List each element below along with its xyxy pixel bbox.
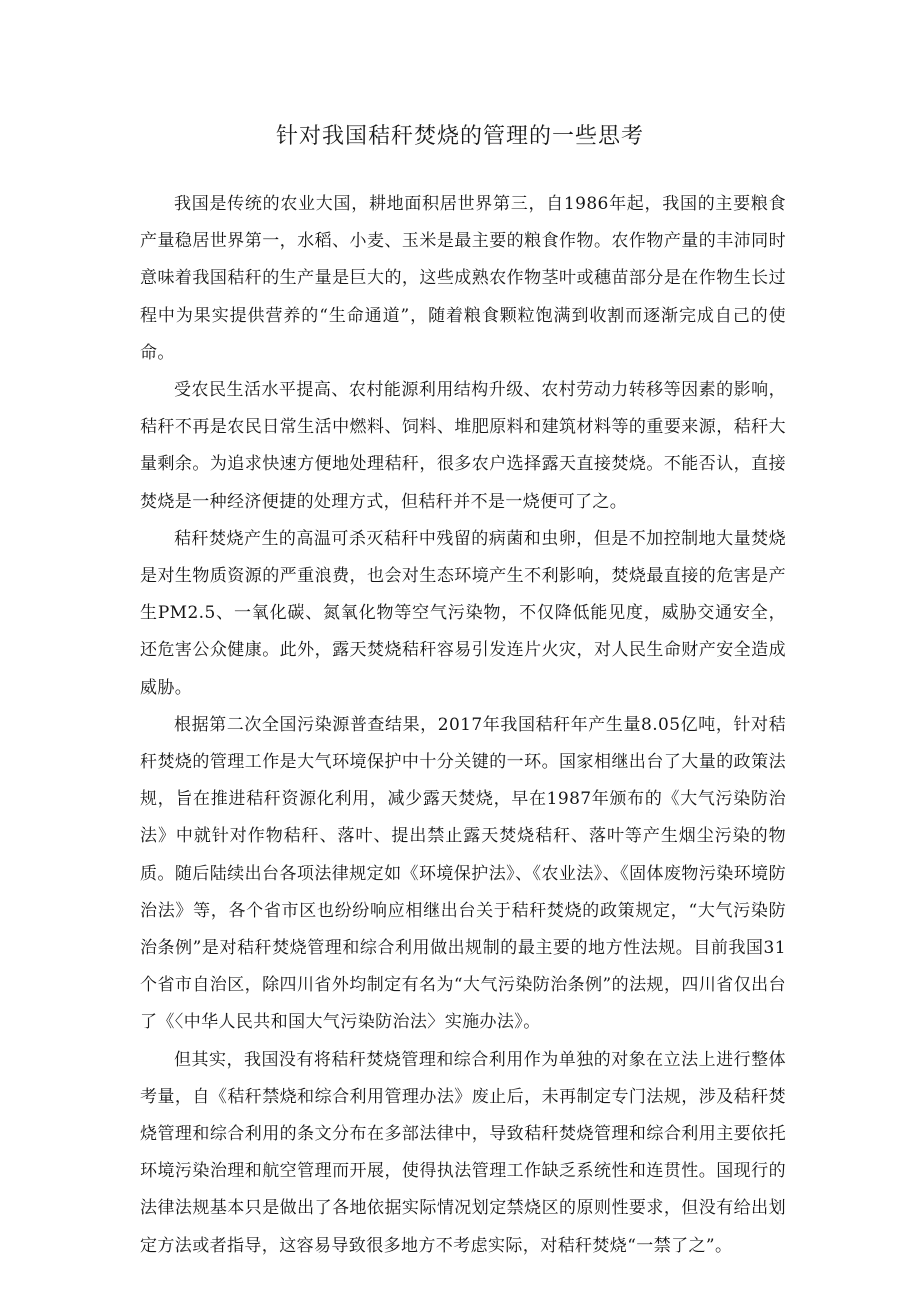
paragraph-2: 受农民生活水平提高、农村能源利用结构升级、农村劳动力转移等因素的影响，秸秆不再是农民日常生活中燃料、饲料、堆肥原料和建筑材料等的重要来源，秸秆大量剩余。为追求快速方便地处理秸秆，很多农户选择露天直接焚烧。不能否认，直接焚烧是一种经济便捷的处理方式，但秸秆并不是一烧便可了之。 [140, 380, 786, 512]
paragraph-5: 但其实，我国没有将秸秆焚烧管理和综合利用作为单独的对象在立法上进行整体考量，自《秸秆禁烧和综合利用管理办法》废止后，未再制定专门法规，涉及秸秆焚烧管理和综合利用的条文分布在多部法律中，导致秸秆焚烧管理和综合利用主要依托环境污染治理和航空管理而开展，使得执法管理工作缺乏系统性和连贯性。国现行的法律法规基本只是做出了各地依据实际情况划定禁烧区的原则性要求，但没有给出划定方法或者指导，这容易导致很多地方不考虑实际，对秸秆焚烧“一禁了之”。 [140, 1049, 786, 1256]
paragraph-1: 我国是传统的农业大国，耕地面积居世界第三，自1986年起，我国的主要粮食产量稳居世界第一，水稻、小麦、玉米是最主要的粮食作物。农作物产量的丰沛同时意味着我国秸秆的生产量是巨大的，这些成熟农作物茎叶或穗苗部分是在作物生长过程中为果实提供营养的“生命通道”，随着粮食颗粒饱满到收割而逐渐完成自己的使命。 [140, 194, 786, 363]
document-title: 针对我国秸秆焚烧的管理的一些思考 [275, 124, 644, 149]
document-body [140, 186, 786, 1265]
paragraph-4: 根据第二次全国污染源普查结果，2017年我国秸秆年产生量8.05亿吨，针对秸秆焚烧的管理工作是大气环境保护中十分关键的一环。国家相继出台了大量的政策法规，旨在推进秸秆资源化利用，减少露天焚烧，早在1987年颁布的《大气污染防治法》中就针对作物秸秆、落叶、提出禁止露天焚烧秸秆、落叶等产生烟尘污染的物质。随后陆续出台各项法律规定如《环境保护法》、《农业法》、《固体废物污染环境防治法》等，各个省市区也纷纷响应相继出台关于秸秆焚烧的政策规定，“大气污染防治条例”是对秸秆焚烧管理和综合利用做出规制的最主要的地方性法规。目前我国31个省市自治区，除四川省外均制定有名为“大气污染防治条例”的法规，四川省仅出台了《〈中华人民共和国大气污染防治法〉实施办法》。 [140, 714, 786, 1033]
paragraph-3: 秸秆焚烧产生的高温可杀灭秸秆中残留的病菌和虫卵，但是不加控制地大量焚烧是对生物质资源的严重浪费，也会对生态环境产生不利影响，焚烧最直接的危害是产生PM2.5、一氧化碳、氮氧化物等空气污染物，不仅降低能见度，威胁交通安全，还危害公众健康。此外，露天焚烧秸秆容易引发连片火灾，对人民生命财产安全造成威胁。 [140, 528, 786, 698]
